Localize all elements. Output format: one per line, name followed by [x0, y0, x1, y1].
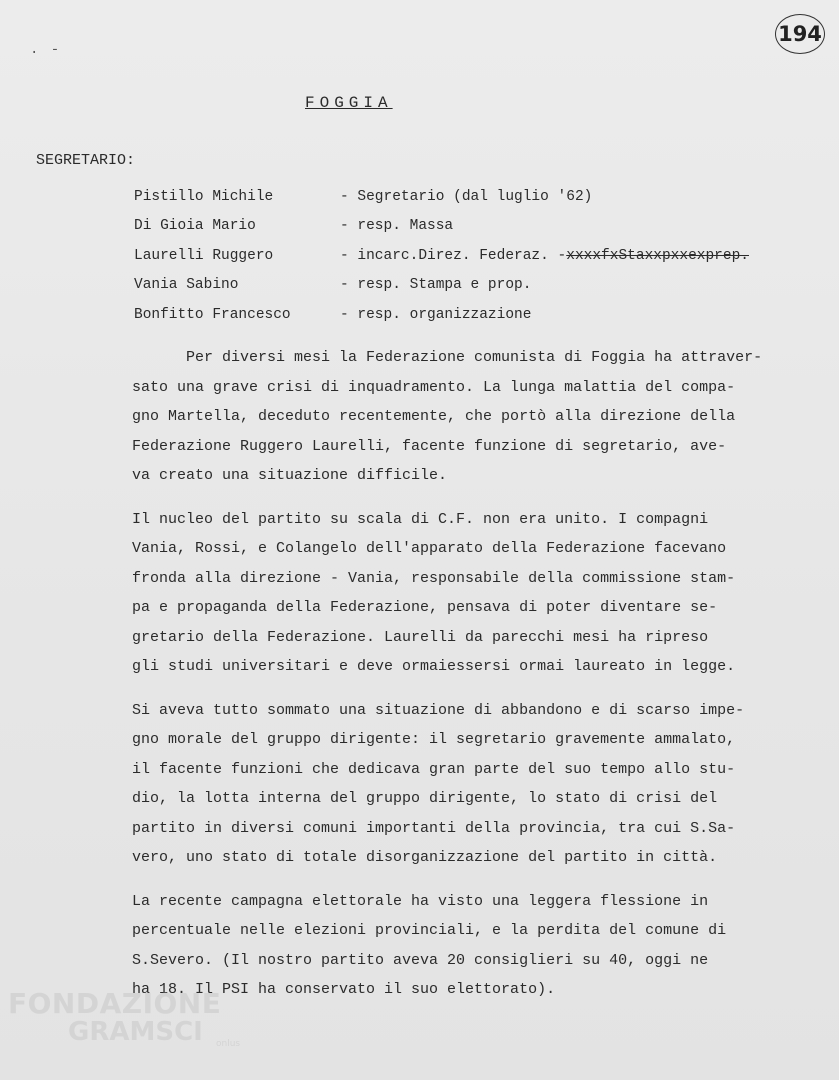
paragraph	[132, 505, 812, 682]
text-line: Il nucleo del partito su scala di C.F. non era unito. I compagni	[132, 510, 709, 528]
text-line: Per diversi mesi la Federazione comunista di Foggia ha attraver-	[132, 349, 763, 366]
text-line: Federazione Ruggero Laurelli, facente funzione di segretario, ave-	[132, 437, 727, 455]
text-line: gno morale del gruppo dirigente: il segretario gravemente ammalato,	[132, 731, 736, 748]
roster-row	[134, 271, 749, 301]
roster-role: - resp. organizzazione	[340, 306, 532, 323]
paragraph	[132, 343, 812, 491]
roster-row	[134, 212, 749, 242]
roster-name: Laurelli Ruggero	[134, 247, 274, 264]
watermark-line: FONDAZIONE	[8, 987, 222, 1020]
roster-row	[134, 241, 749, 271]
roster-role: - resp. Stampa e prop.	[340, 277, 532, 294]
text-line: sato una grave crisi di inquadramento. La lunga malattia del compa-	[132, 378, 736, 396]
text-line: gno Martella, deceduto recentemente, che portò alla direzione della	[132, 408, 736, 425]
text-line: dio, la lotta interna del gruppo dirigente, lo stato di crisi del	[132, 790, 718, 807]
text-line: ha 18. Il PSI ha conservato il suo elettorato).	[132, 981, 556, 998]
text-line: il facente funzioni che dedicava gran parte del suo tempo allo stu-	[132, 760, 736, 778]
margin-marks: . -	[30, 42, 62, 58]
page-number: 194	[775, 14, 825, 54]
text-line: fronda alla direzione - Vania, responsabile della commissione stam-	[132, 569, 736, 587]
roster-row	[134, 182, 749, 212]
text-line: va creato una situazione difficile.	[132, 467, 448, 484]
text-line: partito in diversi comuni importanti della provincia, tra cui S.Sa-	[132, 819, 736, 837]
roster-role: - incarc.Direz. Federaz. -	[340, 247, 567, 264]
roster-name: Di Gioia Mario	[134, 218, 256, 235]
roster-role: - resp. Massa	[340, 218, 454, 235]
roster-role: - Segretario (dal luglio '62)	[340, 188, 593, 205]
section-label: SEGRETARIO:	[36, 152, 136, 169]
text-line: La recente campagna elettorale ha visto una leggera flessione in	[132, 892, 709, 910]
text-line: S.Severo. (Il nostro partito aveva 20 consiglieri su 40, oggi ne	[132, 951, 709, 969]
roster-name: Bonfitto Francesco	[134, 306, 291, 323]
paragraph	[132, 696, 812, 873]
document-title: FOGGIA	[305, 94, 393, 112]
paragraph	[132, 887, 812, 1005]
roster-name: Pistillo Michile	[134, 188, 274, 205]
watermark-line: GRAMSCI	[68, 1017, 203, 1047]
text-line: Si aveva tutto sommato una situazione di abbandono e di scarso impe-	[132, 701, 745, 719]
roster-row	[134, 300, 749, 330]
watermark-line: onlus	[216, 1039, 241, 1049]
text-line: percentuale nelle elezioni provinciali, e la perdita del comune di	[132, 922, 727, 939]
document-body	[132, 343, 812, 1019]
roster-list	[134, 182, 749, 330]
text-line: gretario della Federazione. Laurelli da parecchi mesi ha ripreso	[132, 628, 709, 646]
roster-name: Vania Sabino	[134, 277, 239, 294]
text-line: pa e propaganda della Federazione, pensava di poter diventare se-	[132, 599, 718, 616]
struck-text: xxxxfxStaxxpxxexprep.	[566, 247, 749, 264]
text-line: vero, uno stato di totale disorganizzazione del partito in città.	[132, 849, 718, 866]
text-line: gli studi universitari e deve ormaiessersi ormai laureato in legge.	[132, 658, 736, 675]
text-line: Vania, Rossi, e Colangelo dell'apparato della Federazione facevano	[132, 540, 727, 557]
archive-watermark	[8, 987, 241, 1049]
